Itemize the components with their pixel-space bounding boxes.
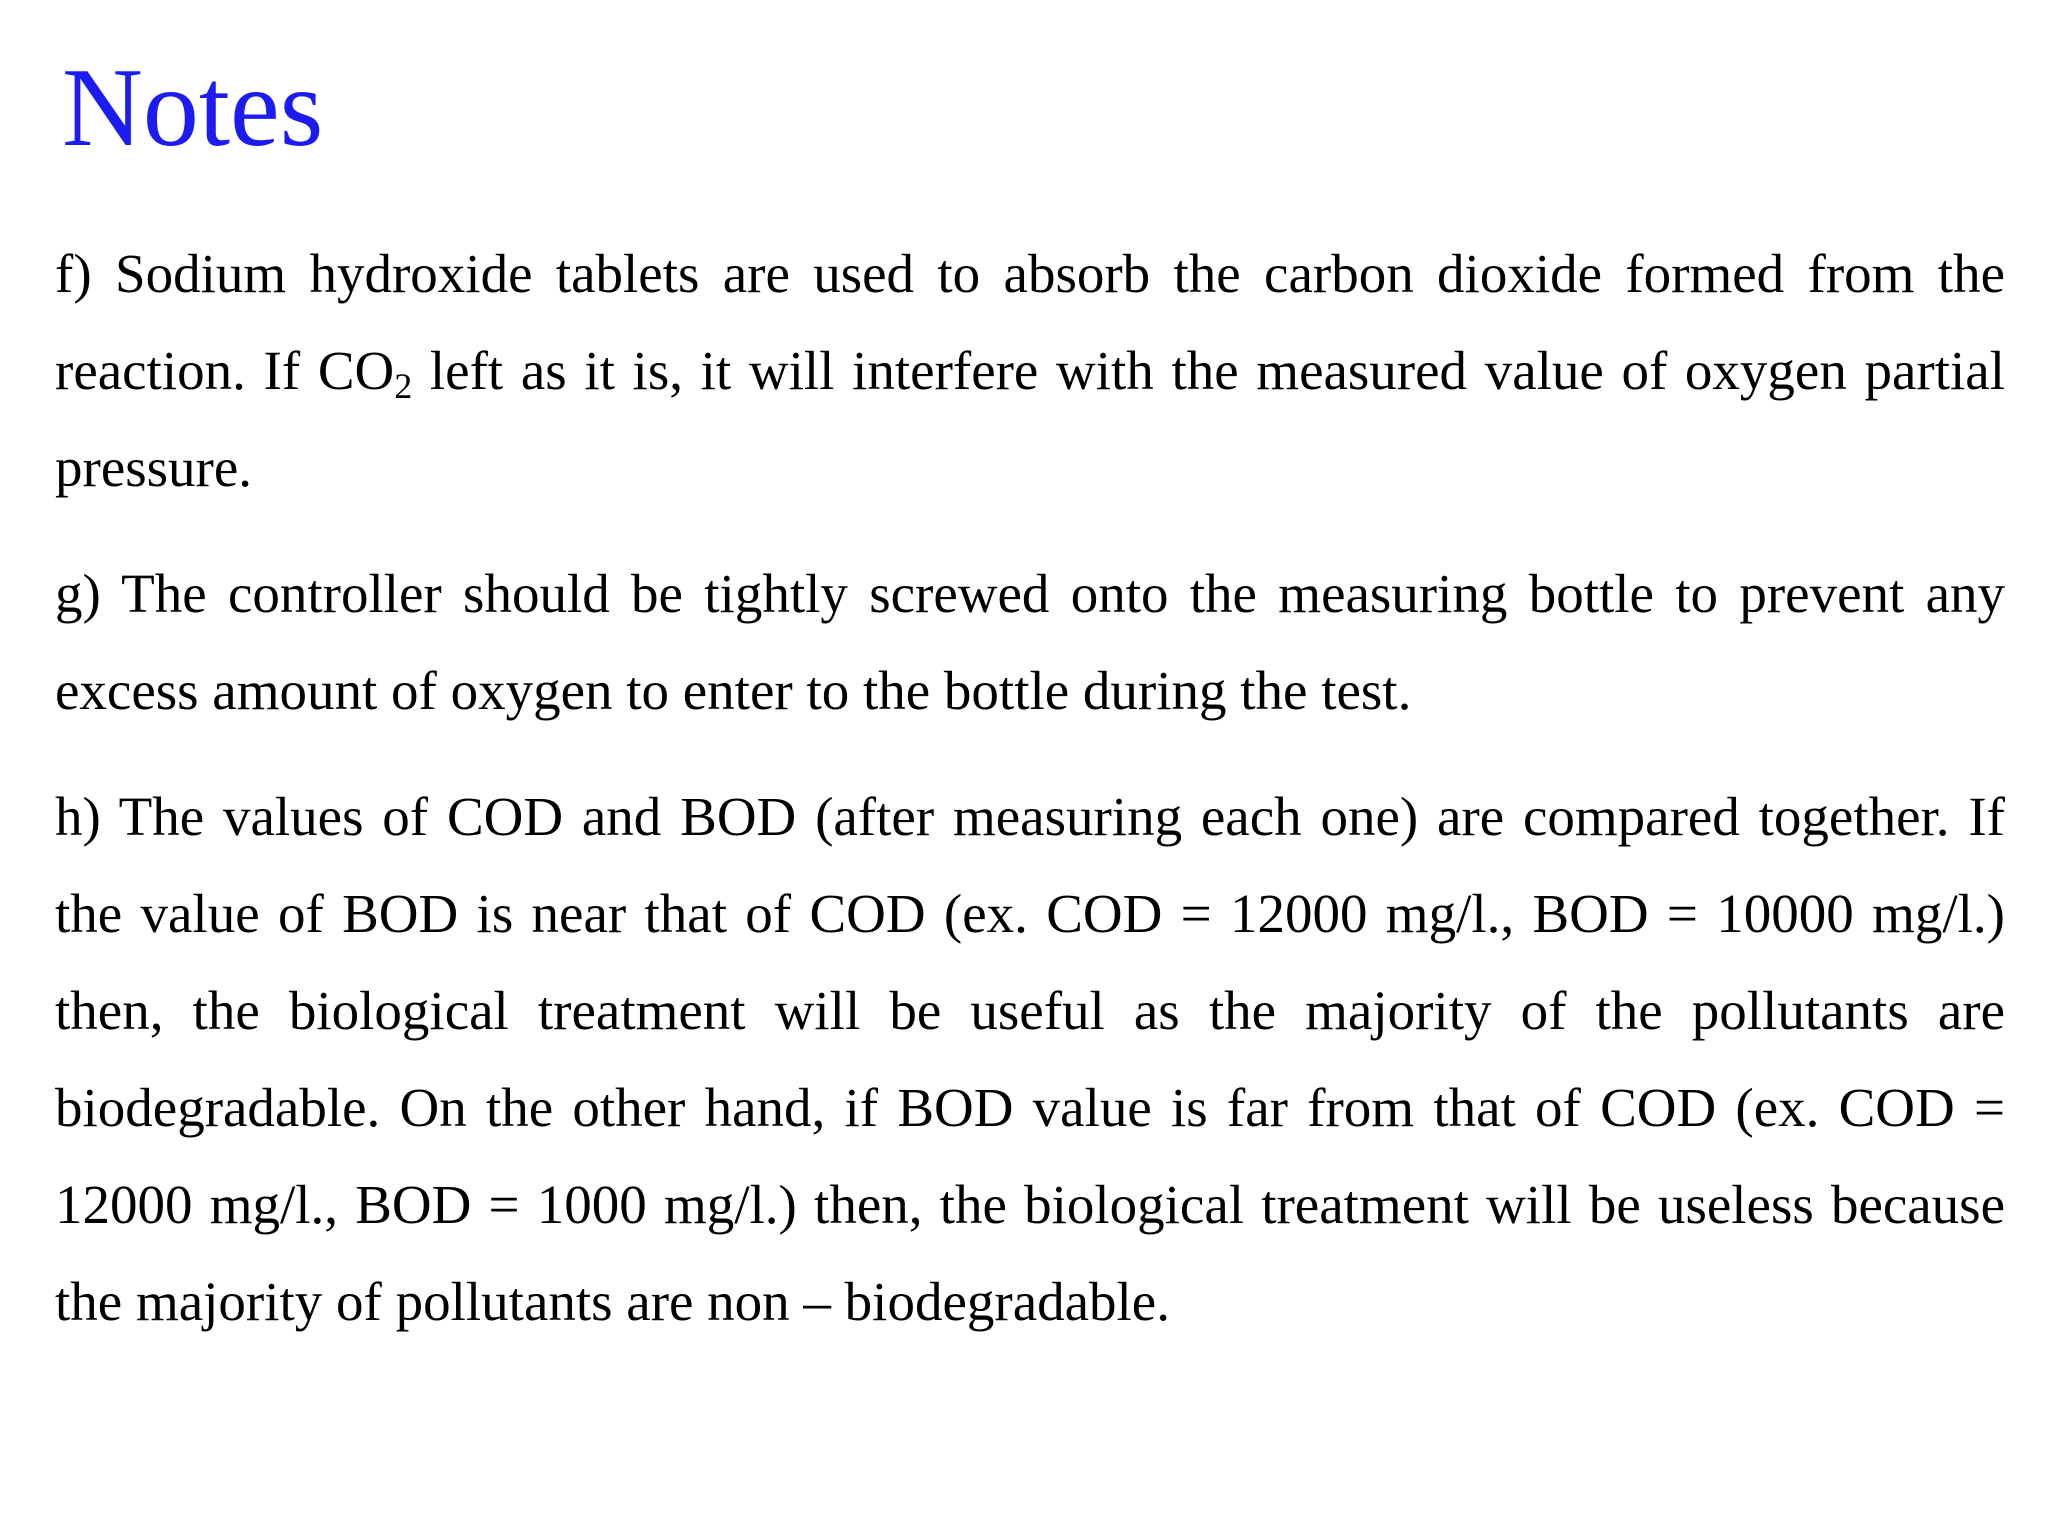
note-f-text-end: left as it is, it will interfere with the measured value of oxygen partial pressure. [55, 340, 2005, 498]
slide-title: Notes [62, 46, 324, 170]
note-f [55, 225, 2005, 516]
co2-subscript: 2 [394, 366, 413, 406]
note-f-text-start: f) Sodium hydroxide tablets are used to absorb the carbon dioxide formed from the reaction. If CO [55, 243, 2005, 401]
notes-body [55, 225, 2005, 1379]
note-g: g) The controller should be tightly screwed onto the measuring bottle to prevent any excess amount of oxygen to enter to the bottle during the test. [55, 563, 2005, 721]
note-h: h) The values of COD and BOD (after measuring each one) are compared together. If the value of BOD is near that of COD (ex. COD = 12000 mg/l., BOD = 10000 mg/l.) then, the biological treatment will be useful as the majority of the pollutants are biodegradable. On the other hand, if BOD value is far from that of COD (ex. COD = 12000 mg/l., BOD = 1000 mg/l.) then, the biological treatment will be useless because the majority of pollutants are non – biodegradable. [55, 786, 2005, 1332]
